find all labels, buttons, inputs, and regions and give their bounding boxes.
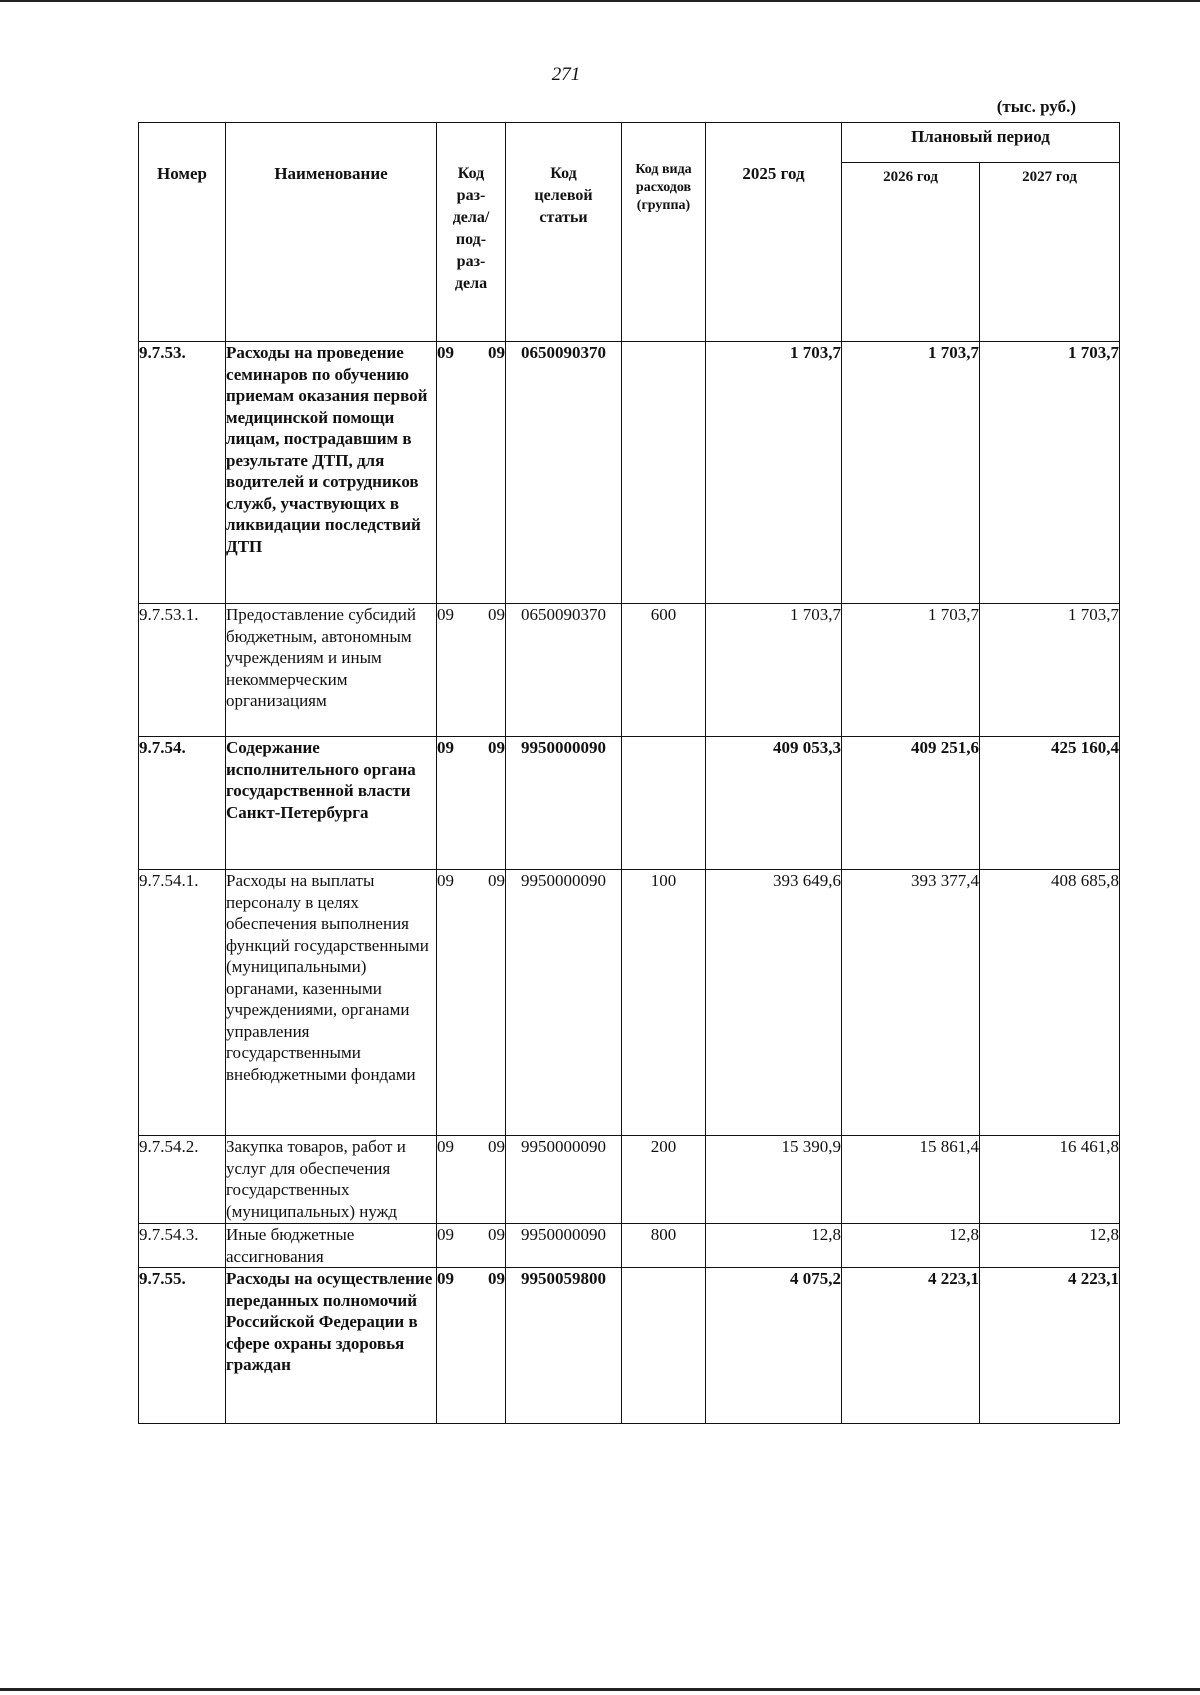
row-expense-kind: 100: [622, 870, 706, 1136]
row-section-code: [437, 1136, 506, 1224]
row-amount-2026: 409 251,6: [842, 737, 980, 870]
row-name: Предоставление субсидий бюджетным, автономным учреждениям и иным некоммерческим организациям: [226, 604, 437, 737]
row-subsection: 09: [488, 1269, 505, 1288]
row-target-code: 9950059800: [506, 1268, 622, 1424]
table-row: [139, 1268, 1120, 1424]
row-subsection: 09: [488, 1137, 505, 1156]
row-number: 9.7.54.3.: [139, 1224, 226, 1268]
table-row: [139, 1224, 1120, 1268]
table-row: [139, 604, 1120, 737]
row-amount-2027: 4 223,1: [980, 1268, 1120, 1424]
row-amount-2025: 15 390,9: [706, 1136, 842, 1224]
row-amount-2026: 1 703,7: [842, 604, 980, 737]
header-year-2025: 2025 год: [706, 123, 842, 342]
table-row: [139, 870, 1120, 1136]
row-amount-2027: 1 703,7: [980, 604, 1120, 737]
page-border-top: [0, 0, 1200, 2]
row-expense-kind: [622, 737, 706, 870]
row-subsection: 09: [488, 871, 505, 890]
row-target-code: 0650090370: [506, 604, 622, 737]
row-amount-2025: 409 053,3: [706, 737, 842, 870]
row-name: Расходы на выплаты персоналу в целях обеспечения выполнения функций государственными (муниципальными) органами, казенными учреждениями, органами управления государственными внебюджетными фондами: [226, 870, 437, 1136]
row-target-code: 9950000090: [506, 1224, 622, 1268]
row-target-code: 9950000090: [506, 1136, 622, 1224]
row-amount-2025: 1 703,7: [706, 342, 842, 604]
header-number: Номер: [139, 123, 226, 342]
row-section: 09: [437, 738, 454, 757]
header-expense-kind: Код вида расходов (группа): [622, 123, 706, 342]
row-section: 09: [437, 1225, 454, 1244]
row-section-code: [437, 1224, 506, 1268]
units-label: (тыс. руб.): [996, 97, 1076, 116]
row-amount-2026: 12,8: [842, 1224, 980, 1268]
row-number: 9.7.53.1.: [139, 604, 226, 737]
row-name: Содержание исполнительного органа государственной власти Санкт-Петербурга: [226, 737, 437, 870]
table-row: [139, 737, 1120, 870]
row-section: 09: [437, 1137, 454, 1156]
row-number: 9.7.54.: [139, 737, 226, 870]
header-target-code: Код целевой статьи: [506, 123, 622, 342]
table-row: [139, 1136, 1120, 1224]
header-year-2026: 2026 год: [842, 163, 980, 342]
row-number: 9.7.55.: [139, 1268, 226, 1424]
row-expense-kind: 600: [622, 604, 706, 737]
row-section: 09: [437, 343, 454, 362]
header-section-code: Код раз- дела/ под- раз- дела: [437, 123, 506, 342]
row-section-code: [437, 1268, 506, 1424]
row-subsection: 09: [488, 343, 505, 362]
row-target-code: 0650090370: [506, 342, 622, 604]
row-number: 9.7.54.1.: [139, 870, 226, 1136]
row-name: Закупка товаров, работ и услуг для обеспечения государственных (муниципальных) нужд: [226, 1136, 437, 1224]
row-amount-2027: 12,8: [980, 1224, 1120, 1268]
header-name: Наименование: [226, 123, 437, 342]
row-section-code: [437, 737, 506, 870]
row-subsection: 09: [488, 605, 505, 624]
row-subsection: 09: [488, 1225, 505, 1244]
row-amount-2027: 1 703,7: [980, 342, 1120, 604]
row-number: 9.7.54.2.: [139, 1136, 226, 1224]
row-amount-2025: 1 703,7: [706, 604, 842, 737]
table-header: [139, 123, 1120, 342]
row-amount-2026: 15 861,4: [842, 1136, 980, 1224]
row-amount-2026: 1 703,7: [842, 342, 980, 604]
row-expense-kind: [622, 342, 706, 604]
row-section: 09: [437, 1269, 454, 1288]
row-amount-2027: 408 685,8: [980, 870, 1120, 1136]
row-name: Иные бюджетные ассигнования: [226, 1224, 437, 1268]
row-target-code: 9950000090: [506, 737, 622, 870]
row-subsection: 09: [488, 738, 505, 757]
row-expense-kind: 800: [622, 1224, 706, 1268]
table-row: [139, 342, 1120, 604]
row-amount-2025: 4 075,2: [706, 1268, 842, 1424]
row-section-code: [437, 342, 506, 604]
row-amount-2025: 12,8: [706, 1224, 842, 1268]
row-expense-kind: 200: [622, 1136, 706, 1224]
row-section: 09: [437, 871, 454, 890]
header-planned-period: Плановый период: [842, 123, 1120, 163]
row-name: Расходы на осуществление переданных полномочий Российской Федерации в сфере охраны здоровья граждан: [226, 1268, 437, 1424]
row-amount-2027: 425 160,4: [980, 737, 1120, 870]
row-target-code: 9950000090: [506, 870, 622, 1136]
row-name: Расходы на проведение семинаров по обучению приемам оказания первой медицинской помощи лицам, пострадавшим в результате ДТП, для водителей и сотрудников служб, участвующих в ликвидации последствий ДТП: [226, 342, 437, 604]
row-amount-2026: 4 223,1: [842, 1268, 980, 1424]
row-amount-2026: 393 377,4: [842, 870, 980, 1136]
table-body: [139, 342, 1120, 1424]
row-expense-kind: [622, 1268, 706, 1424]
row-section-code: [437, 604, 506, 737]
row-amount-2025: 393 649,6: [706, 870, 842, 1136]
page-border-bottom: [0, 1688, 1200, 1691]
page-number: 271: [551, 64, 581, 85]
row-section: 09: [437, 605, 454, 624]
row-section-code: [437, 870, 506, 1136]
row-amount-2027: 16 461,8: [980, 1136, 1120, 1224]
header-year-2027: 2027 год: [980, 163, 1120, 342]
row-number: 9.7.53.: [139, 342, 226, 604]
budget-table: [138, 122, 1120, 1424]
